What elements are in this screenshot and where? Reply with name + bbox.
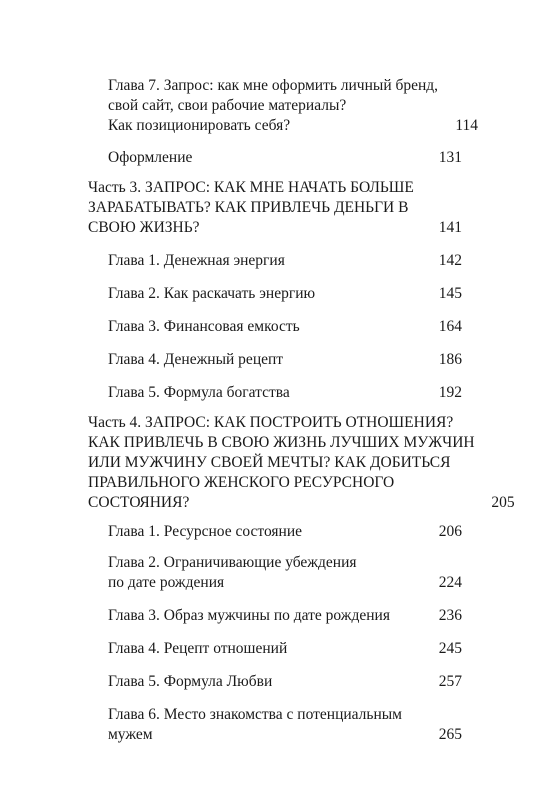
toc-entry-line: ПРАВИЛЬНОГО ЖЕНСКОГО РЕСУРСНОГО (88, 474, 395, 491)
toc-entry-title (88, 178, 434, 238)
toc-entry-title (108, 705, 434, 745)
toc-page-number: 141 (438, 219, 462, 236)
toc-page-number: 245 (438, 640, 462, 657)
toc-entry-title (108, 350, 434, 370)
toc-page-number: 186 (438, 351, 462, 368)
toc-chapter-entry[interactable] (88, 705, 462, 745)
toc-chapter-entry[interactable] (88, 148, 462, 168)
toc-page-number: 145 (438, 285, 462, 302)
toc-entry-line: Глава 4. Денежный рецепт (108, 351, 284, 368)
toc-page-number: 257 (438, 673, 462, 690)
toc-chapter-entry[interactable] (88, 76, 479, 136)
toc-page-number: 164 (438, 318, 462, 335)
toc-chapter-entry[interactable] (88, 522, 462, 542)
toc-entry-line: по дате рождения (108, 574, 225, 591)
toc-entry-line: Глава 3. Образ мужчины по дате рождения (108, 607, 390, 624)
toc-entry-line: Глава 1. Ресурсное состояние (108, 523, 303, 540)
toc-entry-line: Глава 7. Запрос: как мне оформить личный бренд, (108, 77, 439, 94)
toc-entry-title (108, 672, 434, 692)
toc-page-number: 142 (438, 252, 462, 269)
toc-chapter-entry[interactable] (88, 639, 462, 659)
toc-page-number: 205 (491, 494, 515, 511)
toc-entry-title (108, 553, 434, 593)
toc-chapter-entry[interactable] (88, 606, 462, 626)
toc-entry-line: Глава 5. Формула богатства (108, 384, 290, 401)
toc-entry-line: ЗАРАБАТЫВАТЬ? КАК ПРИВЛЕЧЬ ДЕНЬГИ В (88, 199, 409, 216)
toc-entry-title (108, 639, 434, 659)
toc-page-number: 131 (438, 149, 462, 166)
toc-entry-line: Оформление (108, 149, 193, 166)
toc-entry-title (108, 606, 434, 626)
toc-chapter-entry[interactable] (88, 350, 462, 370)
table-of-contents (88, 64, 515, 745)
toc-part-entry[interactable] (88, 178, 462, 238)
toc-page-number: 224 (438, 574, 462, 591)
toc-entry-line: Часть 4. ЗАПРОС: КАК ПОСТРОИТЬ ОТНОШЕНИЯ? (88, 414, 454, 431)
toc-entry-line: Глава 2. Как раскачать энергию (108, 285, 316, 302)
toc-entry-title (108, 251, 434, 271)
toc-page-number: 206 (438, 523, 462, 540)
toc-entry-title (108, 522, 434, 542)
toc-part-entry[interactable] (88, 413, 515, 513)
toc-chapter-entry[interactable] (88, 672, 462, 692)
toc-page-number: 236 (438, 607, 462, 624)
toc-chapter-entry[interactable] (88, 317, 462, 337)
toc-page-number: 192 (438, 384, 462, 401)
toc-page-number: 114 (455, 117, 479, 134)
toc-entry-line: СОСТОЯНИЯ? (88, 494, 190, 511)
toc-entry-line: Глава 4. Рецепт отношений (108, 640, 288, 657)
toc-entry-line: СВОЮ ЖИЗНЬ? (88, 219, 200, 236)
toc-entry-line: Глава 3. Финансовая емкость (108, 318, 300, 335)
toc-entry-line: Глава 5. Формула Любви (108, 673, 273, 690)
toc-entry-line: ИЛИ МУЖЧИНУ СВОЕЙ МЕЧТЫ? КАК ДОБИТЬСЯ (88, 454, 451, 471)
toc-entry-line: КАК ПРИВЛЕЧЬ В СВОЮ ЖИЗНЬ ЛУЧШИХ МУЖЧИН (88, 434, 475, 451)
toc-entry-line: Глава 6. Место знакомства с потенциальным (108, 706, 402, 723)
toc-entry-line: Глава 2. Ограничивающие убеждения (108, 554, 357, 571)
toc-entry-line: свой сайт, свои рабочие материалы? (108, 97, 347, 114)
toc-entry-title (108, 76, 450, 136)
toc-entry-line: Часть 3. ЗАПРОС: КАК МНЕ НАЧАТЬ БОЛЬШЕ (88, 179, 414, 196)
toc-chapter-entry[interactable] (88, 383, 462, 403)
toc-entry-title (108, 317, 434, 337)
toc-entry-title (88, 413, 487, 513)
toc-entry-line: Как позиционировать себя? (108, 117, 291, 134)
toc-entry-title (108, 284, 434, 304)
toc-entry-title (108, 148, 434, 168)
toc-page-number: 265 (438, 726, 462, 743)
toc-entry-line: мужем (108, 726, 153, 743)
toc-chapter-entry[interactable] (88, 284, 462, 304)
toc-entry-line: Глава 1. Денежная энергия (108, 252, 285, 269)
toc-entry-title (108, 383, 434, 403)
toc-chapter-entry[interactable] (88, 553, 462, 593)
toc-chapter-entry[interactable] (88, 251, 462, 271)
